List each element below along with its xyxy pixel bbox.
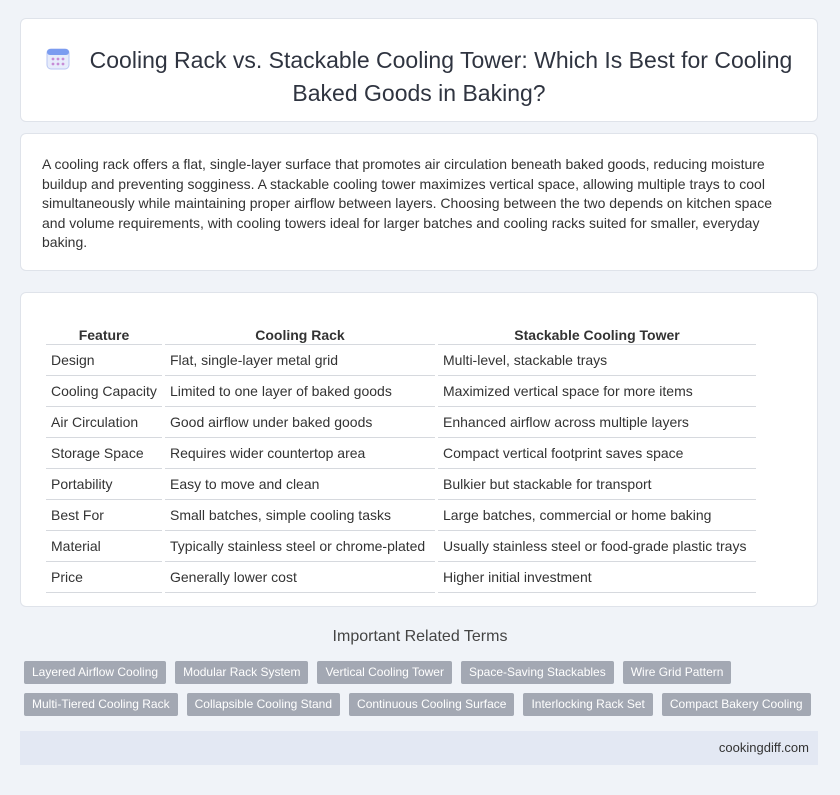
table-cell: Portability xyxy=(46,469,162,500)
table-header-cell: Cooling Rack xyxy=(165,313,435,345)
related-term-tag[interactable]: Modular Rack System xyxy=(175,661,308,684)
related-term-tag[interactable]: Continuous Cooling Surface xyxy=(349,693,514,716)
footer-site[interactable]: cookingdiff.com xyxy=(718,740,809,755)
table-cell: Best For xyxy=(46,500,162,531)
table-cell: Storage Space xyxy=(46,438,162,469)
table-row xyxy=(46,469,756,500)
related-terms-tags xyxy=(24,661,804,725)
table-cell: Requires wider countertop area xyxy=(165,438,435,469)
table-cell: Material xyxy=(46,531,162,562)
table-row xyxy=(46,376,756,407)
table-row xyxy=(46,345,756,376)
tag-row xyxy=(24,661,804,684)
title-card xyxy=(20,18,818,122)
table-row xyxy=(46,438,756,469)
summary-card xyxy=(20,133,818,271)
table-cell: Generally lower cost xyxy=(165,562,435,593)
table-cell: Air Circulation xyxy=(46,407,162,438)
table-row xyxy=(46,500,756,531)
comparison-table xyxy=(43,313,759,593)
table-cell: Cooling Capacity xyxy=(46,376,162,407)
table-cell: Small batches, simple cooling tasks xyxy=(165,500,435,531)
related-term-tag[interactable]: Wire Grid Pattern xyxy=(623,661,732,684)
summary-text: A cooling rack offers a flat, single-layer surface that promotes air circulation beneath baked goods, reducing moisture buildup and preventing sogginess. A stackable cooling tower maximizes vertical space, allowing multiple trays to cool simultaneously while maintaining proper airflow between layers. Choosing between the two depends on kitchen space and volume requirements, with cooling towers ideal for larger batches and cooling racks suited for smaller, everyday baking. xyxy=(42,156,772,251)
table-cell: Good airflow under baked goods xyxy=(165,407,435,438)
table-cell: Multi-level, stackable trays xyxy=(438,345,756,376)
table-cell: Limited to one layer of baked goods xyxy=(165,376,435,407)
related-term-tag[interactable]: Layered Airflow Cooling xyxy=(24,661,166,684)
related-term-tag[interactable]: Space-Saving Stackables xyxy=(461,661,614,684)
table-cell: Compact vertical footprint saves space xyxy=(438,438,756,469)
page-title-text: Cooling Rack vs. Stackable Cooling Tower: Which Is Best for Cooling Baked Goods in Baking? xyxy=(89,47,793,106)
table-cell: Higher initial investment xyxy=(438,562,756,593)
page-title xyxy=(21,45,817,108)
related-term-tag[interactable]: Multi-Tiered Cooling Rack xyxy=(24,693,178,716)
table-cell: Typically stainless steel or chrome-plated xyxy=(165,531,435,562)
table-cell: Usually stainless steel or food-grade plastic trays xyxy=(438,531,756,562)
table-cell: Maximized vertical space for more items xyxy=(438,376,756,407)
table-header-row xyxy=(46,313,756,345)
comparison-card xyxy=(20,292,818,607)
table-cell: Large batches, commercial or home baking xyxy=(438,500,756,531)
table-row xyxy=(46,531,756,562)
related-term-tag[interactable]: Vertical Cooling Tower xyxy=(317,661,452,684)
calendar-icon xyxy=(46,47,70,78)
related-term-tag[interactable]: Collapsible Cooling Stand xyxy=(187,693,340,716)
tag-row xyxy=(24,693,804,716)
related-terms-title: Important Related Terms xyxy=(332,628,508,645)
table-cell: Design xyxy=(46,345,162,376)
table-header-cell: Feature xyxy=(46,313,162,345)
table-cell: Easy to move and clean xyxy=(165,469,435,500)
table-cell: Enhanced airflow across multiple layers xyxy=(438,407,756,438)
table-row xyxy=(46,562,756,593)
table-cell: Price xyxy=(46,562,162,593)
related-term-tag[interactable]: Compact Bakery Cooling xyxy=(662,693,811,716)
table-cell: Flat, single-layer metal grid xyxy=(165,345,435,376)
table-cell: Bulkier but stackable for transport xyxy=(438,469,756,500)
related-term-tag[interactable]: Interlocking Rack Set xyxy=(523,693,652,716)
table-row xyxy=(46,407,756,438)
footer xyxy=(20,731,818,765)
table-header-cell: Stackable Cooling Tower xyxy=(438,313,756,345)
